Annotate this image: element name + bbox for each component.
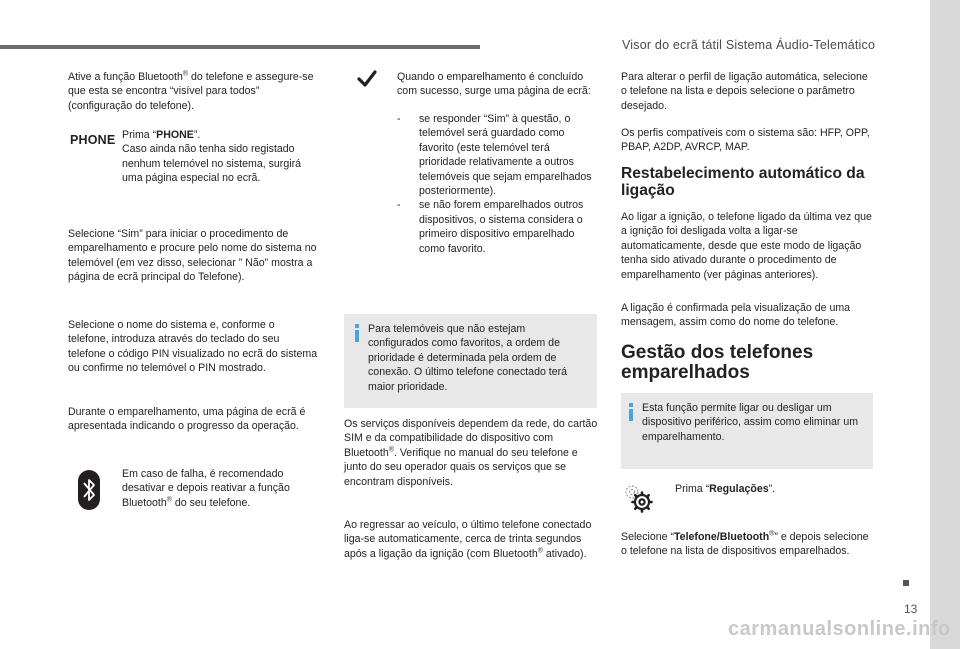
page-number: 13 bbox=[904, 602, 918, 616]
text-run: ”. bbox=[768, 483, 776, 495]
settings-label: Regulações bbox=[709, 483, 769, 495]
list-bullet: - bbox=[397, 199, 401, 212]
list-bullet: - bbox=[397, 113, 401, 125]
progress-paragraph: Durante o emparelhamento, uma página de ecrã é apresentada indicando o progresso da operação. bbox=[68, 406, 306, 433]
text-run: do seu telefone. bbox=[171, 496, 251, 509]
text-run: Prima “ bbox=[122, 129, 157, 141]
heading-auto-reconnect: Restabelecimento automático da ligação bbox=[621, 165, 865, 199]
registered-mark: ® bbox=[166, 496, 172, 504]
intro-paragraph bbox=[68, 70, 316, 113]
registered-mark: ® bbox=[182, 70, 189, 78]
phone-label-inline: PHONE bbox=[156, 129, 194, 141]
text-run: Ao regressar ao veículo, o último telefone conectado liga-se automaticamente, cerca de trinta segundos após a ligação da ignição (com Bluetooth bbox=[344, 519, 592, 560]
pairing-result-list bbox=[397, 112, 597, 256]
profile-paragraph: Para alterar o perfil de ligação automática, selecione o telefone na lista e depois selecione o parâmetro desejado. bbox=[621, 71, 868, 112]
text-run: ” e depois selecione o telefone na lista de dispositivos emparelhados. bbox=[621, 531, 869, 558]
list-item bbox=[397, 112, 597, 198]
list-item bbox=[397, 198, 597, 256]
services-paragraph bbox=[344, 417, 600, 489]
heading-paired-management: Gestão dos telefones emparelhados bbox=[621, 342, 814, 383]
info-icon bbox=[355, 324, 359, 342]
phone-instruction bbox=[122, 128, 316, 186]
page-edge-strip bbox=[930, 0, 960, 649]
text-run: ”. bbox=[193, 129, 201, 141]
slash: / bbox=[716, 531, 720, 543]
list-item-text: se responder “Sim” à questão, o telemóvel será guardado como favorito (este telemóvel terá prioridade relativamente a outros telemóveis que sejam emparelhados posteriormente). bbox=[419, 113, 592, 198]
registered-mark: ® bbox=[769, 530, 775, 538]
pin-paragraph: Selecione o nome do sistema e, conforme o telefone, introduza através do teclado do seu telefone o código PIN visualizado no ecrã do sistema ou confirme no telemóvel o PIN mostrado. bbox=[68, 319, 318, 375]
auto-reconnect-paragraph: Ao ligar a ignição, o telefone ligado da última vez que a ignição foi desligada volta a ligar-se automaticamente, desde que este modo de ligação tenha sido ativado durante o procedimento de emparelhamento (ver páginas anteriores). bbox=[621, 211, 872, 281]
text-run: Em caso de falha, é recomendado desativar e depois reativar a função Bluetooth bbox=[122, 468, 290, 509]
info-box-text: Esta função permite ligar ou desligar um dispositivo periférico, assim como eliminar um emparelhamento. bbox=[642, 402, 859, 443]
settings-instruction bbox=[675, 482, 865, 496]
text-run: Ative a função Bluetooth bbox=[68, 71, 183, 83]
info-icon bbox=[629, 403, 633, 421]
info-box-management bbox=[621, 393, 873, 469]
page-header-title: Visor do ecrã tátil Sistema Áudio-Telemático bbox=[622, 38, 876, 52]
text-run: Prima “ bbox=[675, 483, 710, 495]
page-marker bbox=[903, 580, 909, 586]
registered-mark: ® bbox=[388, 446, 394, 454]
confirmation-paragraph: A ligação é confirmada pela visualização de uma mensagem, assim como do nome do telefone. bbox=[621, 302, 851, 329]
registered-mark: ® bbox=[537, 547, 543, 555]
checkmark-icon bbox=[357, 70, 377, 88]
text-run: Os serviços disponíveis dependem da rede, do cartão SIM e da compatibilidade do dispositivo com Bluetooth bbox=[344, 418, 598, 459]
text-run: Caso ainda não tenha sido registado nenhum telemóvel no sistema, surgirá uma página especial no ecrã. bbox=[122, 143, 302, 185]
pairing-success-paragraph: Quando o emparelhamento é concluído com sucesso, surge uma página de ecrã: bbox=[397, 71, 591, 98]
select-telefone-paragraph bbox=[621, 530, 871, 559]
return-paragraph bbox=[344, 518, 596, 561]
text-run: . Verifique no manual do seu telefone e junto do seu operador quais os serviços que se encontram disponíveis. bbox=[344, 446, 578, 488]
bluetooth-label: Bluetooth bbox=[719, 531, 770, 543]
bluetooth-failure-note bbox=[122, 467, 312, 510]
profiles-list-paragraph: Os perfis compatíveis com o sistema são: HFP, OPP, PBAP, A2DP, AVRCP, MAP. bbox=[621, 127, 870, 154]
bluetooth-icon bbox=[78, 470, 100, 510]
settings-gear-icon bbox=[622, 482, 658, 516]
select-yes-paragraph: Selecione “Sim” para iniciar o procedimento de emparelhamento e procure pelo nome do sistema no telemóvel (em vez disso, selecionar ” Não” mostra a página de ecrã principal do Telefone). bbox=[68, 228, 317, 284]
text-run: Selecione “ bbox=[621, 531, 674, 543]
text-run: ativado). bbox=[542, 547, 587, 560]
list-item-text: se não forem emparelhados outros dispositivos, o sistema considera o primeiro dispositivo emparelhado como favorito. bbox=[419, 199, 584, 255]
telefone-label: Telefone bbox=[674, 531, 717, 543]
watermark: carmanualsonline.info bbox=[728, 618, 951, 640]
header-rule bbox=[0, 45, 480, 49]
phone-key-label: PHONE bbox=[70, 133, 116, 147]
info-box-priority bbox=[344, 314, 597, 408]
text-run: do telefone e assegure-se que esta se encontra “visível para todos” (configuração do telefone). bbox=[68, 71, 314, 112]
info-box-text: Para telemóveis que não estejam configurados como favoritos, a ordem de prioridade é determinada pela ordem de conexão. O último telefone conectado terá maior prioridade. bbox=[368, 323, 568, 393]
